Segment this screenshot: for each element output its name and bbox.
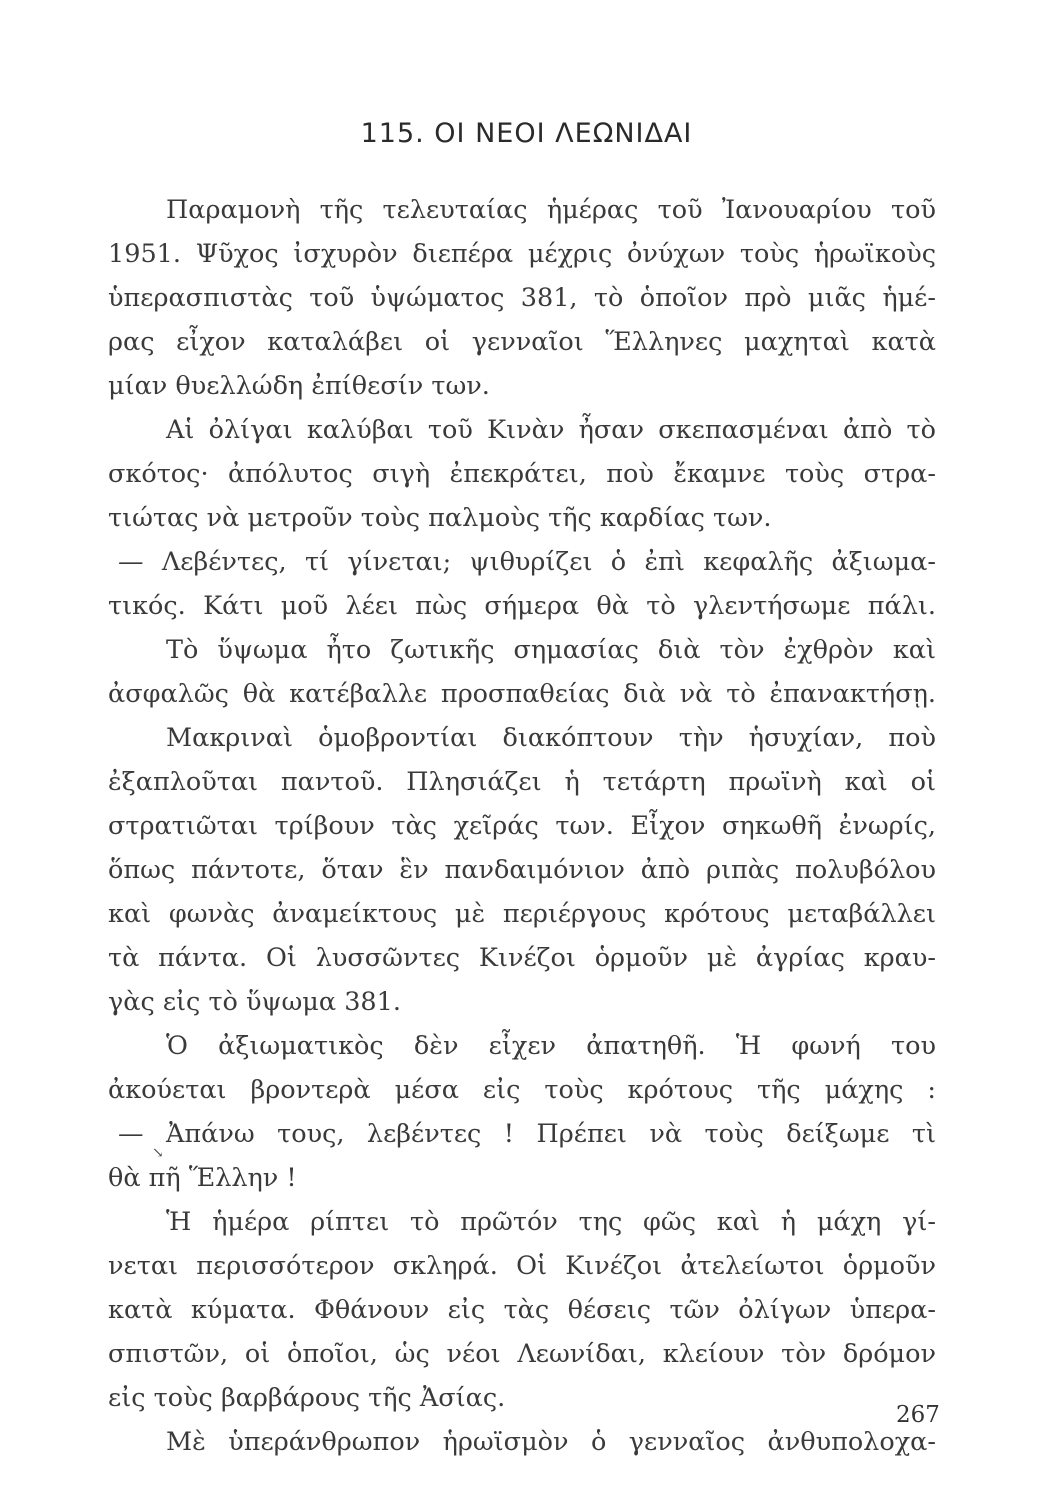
text-line: Μακριναὶ ὁμοβροντίαι διακόπτουν τὴν ἡσυχίαν, ποὺ (166, 723, 936, 753)
text-line: ἐξαπλοῦται παντοῦ. Πλησιάζει ἡ τετάρτη πρωϊνὴ καὶ οἱ (108, 767, 936, 797)
text-line: ἀκούεται βροντερὰ μέσα εἰς τοὺς κρότους τῆς μάχης : (108, 1075, 936, 1105)
text-line: σκότος· ἀπόλυτος σιγὴ ἐπεκράτει, ποὺ ἔκαμνε τοὺς στρα- (108, 459, 936, 489)
text-line: τικός. Κάτι μοῦ λέει πὼς σήμερα θὰ τὸ γλεντήσωμε πάλι. (108, 591, 936, 621)
text-line: θὰ πῆ Ἕλλην ! (108, 1163, 297, 1193)
text-line: ρας εἶχον καταλάβει οἱ γενναῖοι Ἕλληνες μαχηταὶ κατὰ (108, 327, 936, 357)
text-line: ὑπερασπιστὰς τοῦ ὑψώματος 381, τὸ ὁποῖον πρὸ μιᾶς ἡμέ- (108, 283, 936, 313)
text-line: ἀσφαλῶς θὰ κατέβαλλε προσπαθείας διὰ νὰ τὸ ἐπανακτήσῃ. (108, 679, 936, 709)
text-line: — Λεβέντες, τί γίνεται; ψιθυρίζει ὁ ἐπὶ κεφαλῆς ἀξιωμα- (118, 547, 936, 577)
text-line: Μὲ ὑπεράνθρωπον ἡρωϊσμὸν ὁ γενναῖος ἀνθυπολοχα- (166, 1427, 936, 1457)
text-line: 1951. Ψῦχος ἰσχυρὸν διεπέρα μέχρις ὀνύχων τοὺς ἡρωϊκοὺς (108, 239, 936, 269)
page-number: 267 (896, 1402, 940, 1428)
text-line: σπιστῶν, οἱ ὁποῖοι, ὡς νέοι Λεωνίδαι, κλείουν τὸν δρόμον (108, 1339, 936, 1369)
text-line: γὰς εἰς τὸ ὕψωμα 381. (108, 987, 401, 1017)
text-line: καὶ φωνὰς ἀναμείκτους μὲ περιέργους κρότους μεταβάλλει (108, 899, 936, 929)
text-line: Ἡ ἡμέρα ρίπτει τὸ πρῶτόν της φῶς καὶ ἡ μάχη γί- (166, 1207, 936, 1237)
text-line: τιώτας νὰ μετροῦν τοὺς παλμοὺς τῆς καρδίας των. (108, 503, 772, 533)
text-line: τὰ πάντα. Οἱ λυσσῶντες Κινέζοι ὁρμοῦν μὲ ἀγρίας κραυ- (108, 943, 936, 973)
text-line: μίαν θυελλώδη ἐπίθεσίν των. (108, 371, 490, 401)
text-line: κατὰ κύματα. Φθάνουν εἰς τὰς θέσεις τῶν ὀλίγων ὑπερα- (108, 1295, 936, 1325)
text-line: Αἱ ὀλίγαι καλύβαι τοῦ Κινὰν ἦσαν σκεπασμέναι ἀπὸ τὸ (166, 415, 936, 445)
text-line: — Ἀπάνω τους, λεβέντες ! Πρέπει νὰ τοὺς δείξωμε τὶ (118, 1119, 936, 1149)
text-line: εἰς τοὺς βαρβάρους τῆς Ἀσίας. (108, 1383, 506, 1413)
text-line: Παραμονὴ τῆς τελευταίας ἡμέρας τοῦ Ἰανουαρίου τοῦ (166, 195, 936, 225)
margin-mark: ↘ (152, 1145, 164, 1161)
text-line: Ὁ ἀξιωματικὸς δὲν εἶχεν ἀπατηθῆ. Ἡ φωνή του (166, 1031, 936, 1061)
text-line: νεται περισσότερον σκληρά. Οἱ Κινέζοι ἀτελείωτοι ὁρμοῦν (108, 1251, 936, 1281)
text-line: στρατιῶται τρίβουν τὰς χεῖράς των. Εἶχον σηκωθῆ ἐνωρίς, (108, 811, 936, 841)
text-line: Τὸ ὕψωμα ἦτο ζωτικῆς σημασίας διὰ τὸν ἐχθρὸν καὶ (166, 635, 936, 665)
text-line: ὅπως πάντοτε, ὅταν ἓν πανδαιμόνιον ἀπὸ ριπὰς πολυβόλου (108, 855, 936, 885)
chapter-heading: 115. ΟΙ ΝΕΟΙ ΛΕΩΝΙΔΑΙ (360, 118, 693, 149)
